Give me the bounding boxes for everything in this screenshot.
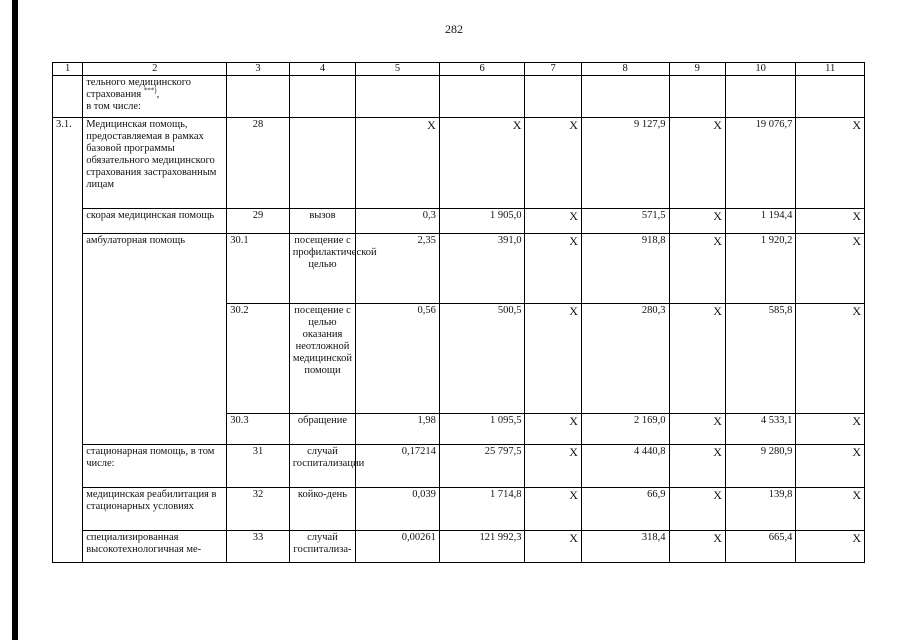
table-row: 3.1. Медицинская помощь, предоставляемая в рамках базовой программы обязательного медицинского страхования застрахованным лицам 28 X X X 9 127,9 X 19 076,7 X <box>53 118 865 209</box>
header-cell: 2 <box>83 63 227 76</box>
row-label: стационарная помощь, в том числе: <box>83 445 227 488</box>
left-margin-bar <box>12 0 18 640</box>
table-row <box>53 76 865 118</box>
table-row: 30.3 обращение 1,98 1 095,5 X 2 169,0 X 4 533,1 X <box>53 414 865 445</box>
table-row: стационарная помощь, в том числе: 31 случай госпитализации 0,17214 25 797,5 X 4 440,8 X 9 280,9 X <box>53 445 865 488</box>
header-cell: 7 <box>525 63 581 76</box>
header-cell: 5 <box>356 63 440 76</box>
table-row: специализированная высокотехнологичная ме- 33 случай госпитализа- 0,00261 121 992,3 X 318,4 X 665,4 X <box>53 531 865 563</box>
header-cell: 3 <box>227 63 289 76</box>
row-label: тельного медицинского страхования ***), в том числе: <box>83 76 227 118</box>
table-row: 30.2 посещение с целью оказания неотложной медицинской помощи 0,56 500,5 X 280,3 X 585,8 X <box>53 304 865 414</box>
row-label: амбулаторная помощь <box>83 234 227 445</box>
header-cell: 6 <box>439 63 525 76</box>
page-number: 282 <box>445 22 463 36</box>
header-cell: 11 <box>796 63 865 76</box>
table-row: скорая медицинская помощь 29 вызов 0,3 1 905,0 X 571,5 X 1 194,4 X <box>53 209 865 234</box>
table-row: медицинская реабилитация в стационарных условиях 32 койко-день 0,039 1 714,8 X 66,9 X 139,8 X <box>53 488 865 531</box>
row-label: специализированная высокотехнологичная ме- <box>83 531 227 563</box>
header-cell: 9 <box>669 63 725 76</box>
header-cell: 4 <box>289 63 355 76</box>
header-cell: 1 <box>53 63 83 76</box>
header-cell: 8 <box>581 63 669 76</box>
row-number: 3.1. <box>53 118 83 209</box>
header-cell: 10 <box>725 63 796 76</box>
table-row: амбулаторная помощь 30.1 посещение с профилактической целью 2,35 391,0 X 918,8 X 1 920,2 X <box>53 234 865 304</box>
row-label: Медицинская помощь, предоставляемая в рамках базовой программы обязательного медицинского страхования застрахованным лицам <box>83 118 227 209</box>
data-table <box>52 62 865 563</box>
row-label: скорая медицинская помощь <box>83 209 227 234</box>
row-label: медицинская реабилитация в стационарных условиях <box>83 488 227 531</box>
header-row <box>53 63 865 76</box>
